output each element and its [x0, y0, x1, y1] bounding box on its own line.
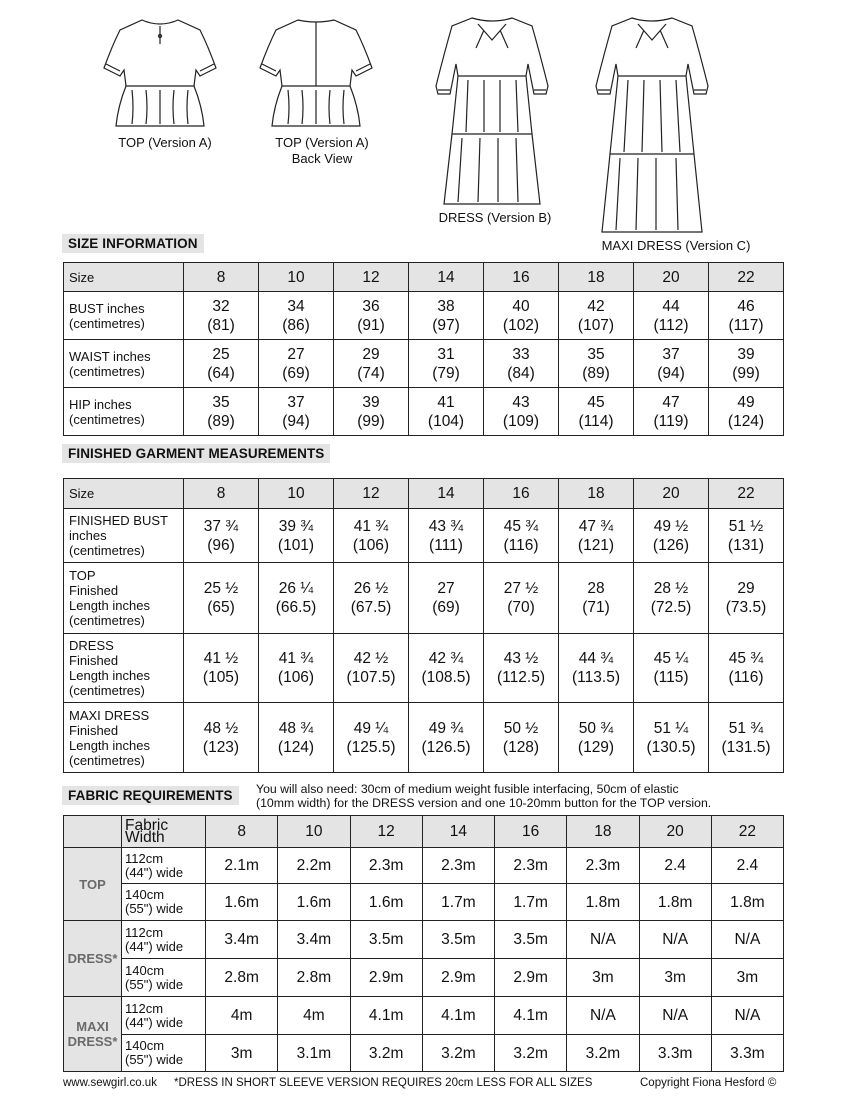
- size-col: 14: [422, 816, 494, 848]
- row-label: FINISHED BUST inches (centimetres): [64, 509, 184, 563]
- dress-illustration: [424, 14, 560, 208]
- maxi-dress-illustration: [584, 14, 720, 236]
- cell: 27 ½ (70): [484, 563, 559, 634]
- cell: 36 (91): [334, 292, 409, 340]
- cell: 49 (124): [709, 388, 784, 436]
- website-link[interactable]: www.sewgirl.co.uk: [63, 1077, 157, 1089]
- cell: 3.2m: [422, 1035, 494, 1072]
- row-label: HIP inches (centimetres): [64, 388, 184, 436]
- table-row: [64, 1035, 784, 1072]
- cell: 45 ¾ (116): [709, 634, 784, 703]
- cell: 3.1m: [278, 1035, 350, 1072]
- cell: 28 (71): [559, 563, 634, 634]
- size-col: 22: [709, 263, 784, 292]
- dress-caption: DRESS (Version B): [438, 210, 552, 225]
- fabric-width: 112cm (44") wide: [122, 997, 206, 1035]
- maxi-dress-caption: MAXI DRESS (Version C): [601, 238, 751, 253]
- cell: 25 (64): [184, 340, 259, 388]
- cell: 3m: [206, 1035, 278, 1072]
- size-col: 18: [559, 479, 634, 509]
- table-row: [64, 509, 784, 563]
- size-header-label: Size: [64, 479, 184, 509]
- cell: 4.1m: [495, 997, 567, 1035]
- cell: 51 ½ (131): [709, 509, 784, 563]
- cell: 2.1m: [206, 848, 278, 884]
- table-row: [64, 997, 784, 1035]
- size-col: 20: [639, 816, 711, 848]
- cell: 35 (89): [184, 388, 259, 436]
- cell: 41 ¾ (106): [334, 509, 409, 563]
- cell: 2.4: [711, 848, 783, 884]
- cell: 3m: [567, 959, 639, 997]
- cell: 4m: [278, 997, 350, 1035]
- cell: 2.3m: [567, 848, 639, 884]
- fabric-width: 140cm (55") wide: [122, 959, 206, 997]
- size-col: 20: [634, 479, 709, 509]
- table-row: [64, 563, 784, 634]
- row-label: WAIST inches (centimetres): [64, 340, 184, 388]
- cell: 27 (69): [409, 563, 484, 634]
- cell: 4.1m: [422, 997, 494, 1035]
- cell: 48 ½ (123): [184, 703, 259, 773]
- cell: 47 ¾ (121): [559, 509, 634, 563]
- table-row: [64, 703, 784, 773]
- cell: 1.8m: [639, 884, 711, 921]
- cell: 2.9m: [495, 959, 567, 997]
- cell: N/A: [711, 921, 783, 959]
- size-col: 10: [278, 816, 350, 848]
- cell: 42 ¾ (108.5): [409, 634, 484, 703]
- cell: 50 ¾ (129): [559, 703, 634, 773]
- cell: 28 ½ (72.5): [634, 563, 709, 634]
- table-row: [64, 921, 784, 959]
- table-row: [64, 634, 784, 703]
- cell: 25 ½ (65): [184, 563, 259, 634]
- cell: 3.4m: [278, 921, 350, 959]
- size-col: 10: [259, 479, 334, 509]
- cell: 2.3m: [350, 848, 422, 884]
- fabric-requirements-table: [63, 815, 784, 1072]
- cell: 51 ¾ (131.5): [709, 703, 784, 773]
- garment-illustrations: [0, 0, 860, 262]
- size-header-row: [64, 263, 784, 292]
- cell: 37 (94): [259, 388, 334, 436]
- cell: 45 (114): [559, 388, 634, 436]
- top-front-caption: TOP (Version A): [118, 135, 212, 150]
- cell: N/A: [711, 997, 783, 1035]
- size-header-row: [64, 479, 784, 509]
- cell: 3.4m: [206, 921, 278, 959]
- group-label-maxi-dress: MAXI DRESS*: [64, 997, 122, 1072]
- cell: 1.7m: [495, 884, 567, 921]
- cell: N/A: [567, 997, 639, 1035]
- copyright: Copyright Fiona Hesford ©: [640, 1077, 777, 1089]
- cell: 1.7m: [422, 884, 494, 921]
- cell: 2.8m: [206, 959, 278, 997]
- cell: N/A: [639, 997, 711, 1035]
- size-col: 22: [709, 479, 784, 509]
- cell: 37 (94): [634, 340, 709, 388]
- cell: 39 ¾ (101): [259, 509, 334, 563]
- additional-requirements-note: You will also need: 30cm of medium weight fusible interfacing, 50cm of elastic (10mm width) for the DRESS version and one 10-20mm button for the TOP version.: [256, 782, 712, 810]
- size-col: 8: [184, 479, 259, 509]
- cell: 49 ¾ (126.5): [409, 703, 484, 773]
- top-front-illustration: [102, 16, 218, 128]
- table-row: [64, 848, 784, 884]
- cell: N/A: [639, 921, 711, 959]
- size-col: 18: [559, 263, 634, 292]
- cell: 47 (119): [634, 388, 709, 436]
- cell: 40 (102): [484, 292, 559, 340]
- fabric-width: 112cm (44") wide: [122, 848, 206, 884]
- cell: 44 (112): [634, 292, 709, 340]
- cell: 50 ½ (128): [484, 703, 559, 773]
- top-back-caption: TOP (Version A) Back View: [275, 135, 369, 166]
- size-col: 12: [334, 479, 409, 509]
- cell: 29 (73.5): [709, 563, 784, 634]
- cell: 26 ½ (67.5): [334, 563, 409, 634]
- size-col: 10: [259, 263, 334, 292]
- cell: 3.2m: [567, 1035, 639, 1072]
- cell: 1.6m: [350, 884, 422, 921]
- top-back-illustration: [258, 16, 374, 128]
- size-col: 16: [484, 263, 559, 292]
- cell: 45 ¼ (115): [634, 634, 709, 703]
- cell: 2.9m: [422, 959, 494, 997]
- cell: 27 (69): [259, 340, 334, 388]
- cell: 3.5m: [350, 921, 422, 959]
- finished-measurements-table: [63, 478, 784, 773]
- cell: 42 (107): [559, 292, 634, 340]
- size-col: 8: [184, 263, 259, 292]
- size-col: 16: [495, 816, 567, 848]
- cell: 39 (99): [709, 340, 784, 388]
- cell: 44 ¾ (113.5): [559, 634, 634, 703]
- cell: 1.6m: [206, 884, 278, 921]
- fabric-requirements-heading: FABRIC REQUIREMENTS: [62, 786, 239, 805]
- cell: 46 (117): [709, 292, 784, 340]
- fabric-width: 140cm (55") wide: [122, 884, 206, 921]
- fabric-width: 140cm (55") wide: [122, 1035, 206, 1072]
- cell: 43 ½ (112.5): [484, 634, 559, 703]
- cell: 49 ¼ (125.5): [334, 703, 409, 773]
- table-row: [64, 388, 784, 436]
- cell: 43 (109): [484, 388, 559, 436]
- cell: 1.6m: [278, 884, 350, 921]
- cell: 41 ¾ (106): [259, 634, 334, 703]
- cell: 3m: [639, 959, 711, 997]
- cell: 49 ½ (126): [634, 509, 709, 563]
- cell: 48 ¾ (124): [259, 703, 334, 773]
- cell: 26 ¼ (66.5): [259, 563, 334, 634]
- size-col: 12: [334, 263, 409, 292]
- cell: 4m: [206, 997, 278, 1035]
- row-label: MAXI DRESS Finished Length inches (centimetres): [64, 703, 184, 773]
- table-row: [64, 959, 784, 997]
- cell: 1.8m: [567, 884, 639, 921]
- cell: 39 (99): [334, 388, 409, 436]
- group-label-dress: DRESS*: [64, 921, 122, 997]
- cell: 4.1m: [350, 997, 422, 1035]
- cell: 3.3m: [711, 1035, 783, 1072]
- cell: 42 ½ (107.5): [334, 634, 409, 703]
- size-col: 16: [484, 479, 559, 509]
- cell: 2.3m: [495, 848, 567, 884]
- cell: 29 (74): [334, 340, 409, 388]
- fabric-width: 112cm (44") wide: [122, 921, 206, 959]
- cell: 1.8m: [711, 884, 783, 921]
- size-col: 8: [206, 816, 278, 848]
- size-col: 18: [567, 816, 639, 848]
- cell: 3.2m: [495, 1035, 567, 1072]
- cell: 2.8m: [278, 959, 350, 997]
- cell: 2.3m: [422, 848, 494, 884]
- short-sleeve-footnote: *DRESS IN SHORT SLEEVE VERSION REQUIRES 20cm LESS FOR ALL SIZES: [174, 1077, 593, 1089]
- cell: N/A: [567, 921, 639, 959]
- finished-measurements-heading: FINISHED GARMENT MEASUREMENTS: [62, 444, 330, 463]
- size-information-heading: SIZE INFORMATION: [62, 234, 204, 253]
- size-col: 14: [409, 479, 484, 509]
- size-col: 20: [634, 263, 709, 292]
- table-row: [64, 292, 784, 340]
- row-label: BUST inches (centimetres): [64, 292, 184, 340]
- cell: 43 ¾ (111): [409, 509, 484, 563]
- cell: 2.9m: [350, 959, 422, 997]
- cell: 3.5m: [422, 921, 494, 959]
- size-col: 14: [409, 263, 484, 292]
- cell: 38 (97): [409, 292, 484, 340]
- size-col: 12: [350, 816, 422, 848]
- size-col: 22: [711, 816, 783, 848]
- header-blank: [64, 816, 122, 848]
- table-row: [64, 340, 784, 388]
- cell: 2.4: [639, 848, 711, 884]
- size-header-label: Size: [64, 263, 184, 292]
- row-label: DRESS Finished Length inches (centimetres): [64, 634, 184, 703]
- cell: 31 (79): [409, 340, 484, 388]
- cell: 51 ¼ (130.5): [634, 703, 709, 773]
- cell: 3.5m: [495, 921, 567, 959]
- cell: 33 (84): [484, 340, 559, 388]
- cell: 41 (104): [409, 388, 484, 436]
- cell: 3.3m: [639, 1035, 711, 1072]
- size-information-table: [63, 262, 784, 436]
- row-label: TOP Finished Length inches (centimetres): [64, 563, 184, 634]
- cell: 3.2m: [350, 1035, 422, 1072]
- cell: 2.2m: [278, 848, 350, 884]
- cell: 45 ¾ (116): [484, 509, 559, 563]
- fabric-width-header: Fabric Width: [122, 816, 206, 848]
- cell: 41 ½ (105): [184, 634, 259, 703]
- table-row: [64, 884, 784, 921]
- cell: 37 ¾ (96): [184, 509, 259, 563]
- cell: 3m: [711, 959, 783, 997]
- size-header-row: [64, 816, 784, 848]
- cell: 34 (86): [259, 292, 334, 340]
- group-label-top: TOP: [64, 848, 122, 921]
- cell: 35 (89): [559, 340, 634, 388]
- cell: 32 (81): [184, 292, 259, 340]
